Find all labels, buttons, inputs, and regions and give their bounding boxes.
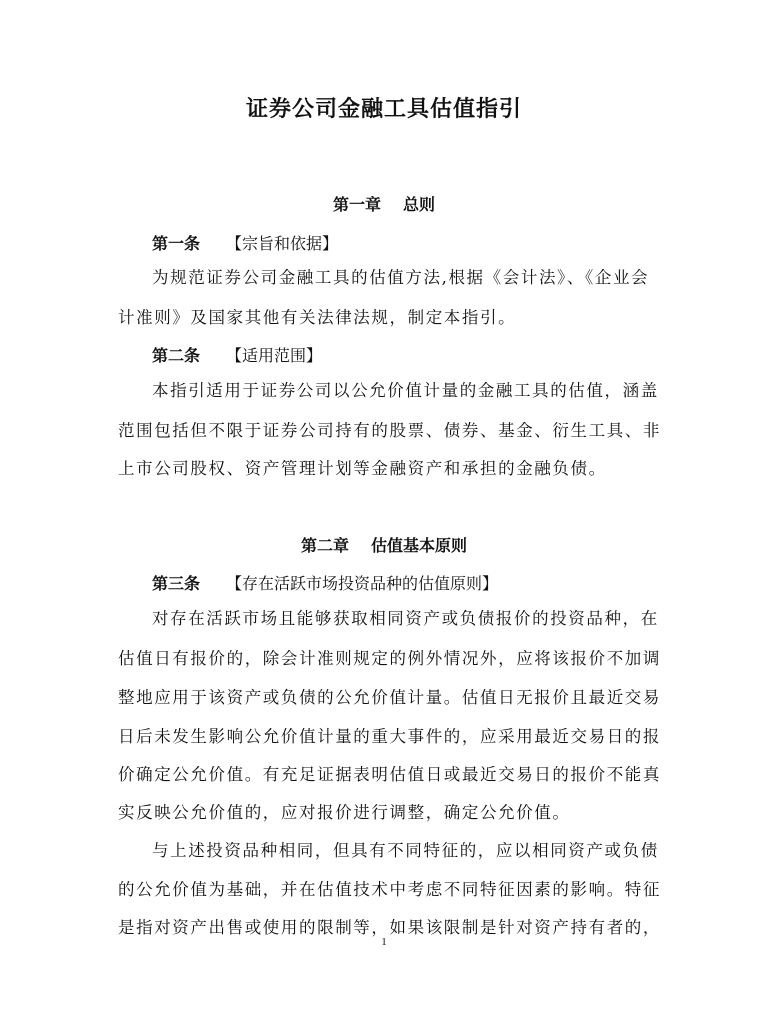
article-2-line: 范围包括但不限于证券公司持有的股票、债券、基金、衍生工具、非 [118, 421, 661, 440]
article-3-line: 实反映公允价值的，应对报价进行调整，确定公允价值。 [118, 803, 571, 822]
article-1-number: 第一条 [152, 234, 201, 253]
article-3-line: 日后未发生影响公允价值计量的重大事件的，应采用最近交易日的报 [118, 727, 661, 746]
article-2-heading [152, 343, 322, 366]
article-3-paragraph-2-line: 是指对资产出售或使用的限制等，如果该限制是针对资产持有者的， [118, 918, 661, 937]
article-1-line: 为规范证券公司金融工具的估值方法,根据《会计法》、《企业会 [152, 268, 650, 287]
article-2-line: 上市公司股权、资产管理计划等金融资产和承担的金融负债。 [118, 459, 607, 478]
chapter-1-number: 第一章 [332, 195, 381, 214]
article-3-line: 整地应用于该资产或负债的公允价值计量。估值日无报价且最近交易 [118, 688, 661, 707]
article-2-title: 【适用范围】 [226, 346, 323, 365]
article-3-line: 价确定公允价值。有充足证据表明估值日或最近交易日的报价不能真 [118, 765, 661, 784]
article-3-paragraph-2-line: 与上述投资品种相同，但具有不同特征的，应以相同资产或负债 [152, 841, 659, 860]
article-1-title: 【宗旨和依据】 [226, 234, 339, 253]
article-3-line: 对存在活跃市场且能够获取相同资产或负债报价的投资品种，在 [152, 609, 659, 628]
article-1-line: 计准则》及国家其他有关法律法规，制定本指引。 [118, 308, 517, 327]
article-3-title: 【存在活跃市场投资品种的估值原则】 [226, 574, 499, 593]
chapter-1-name: 总则 [403, 195, 436, 214]
article-3-paragraph-2-line: 的公允价值为基础，并在估值技术中考虑不同特征因素的影响。特征 [118, 880, 661, 899]
document-title: 证券公司金融工具估值指引 [245, 97, 522, 122]
article-2-number: 第二条 [152, 346, 201, 365]
article-3-heading [152, 571, 498, 594]
article-2-line: 本指引适用于证券公司以公允价值计量的金融工具的估值，涵盖 [152, 381, 659, 400]
article-3-line: 估值日有报价的，除会计准则规定的例外情况外，应将该报价不加调 [118, 649, 661, 668]
page-number: 1 [381, 936, 387, 948]
chapter-2-number: 第二章 [300, 536, 349, 555]
chapter-1-heading [0, 192, 768, 215]
chapter-2-name: 估值基本原则 [371, 536, 468, 555]
article-1-heading [152, 231, 338, 254]
chapter-2-heading [0, 533, 768, 556]
article-3-number: 第三条 [152, 574, 201, 593]
